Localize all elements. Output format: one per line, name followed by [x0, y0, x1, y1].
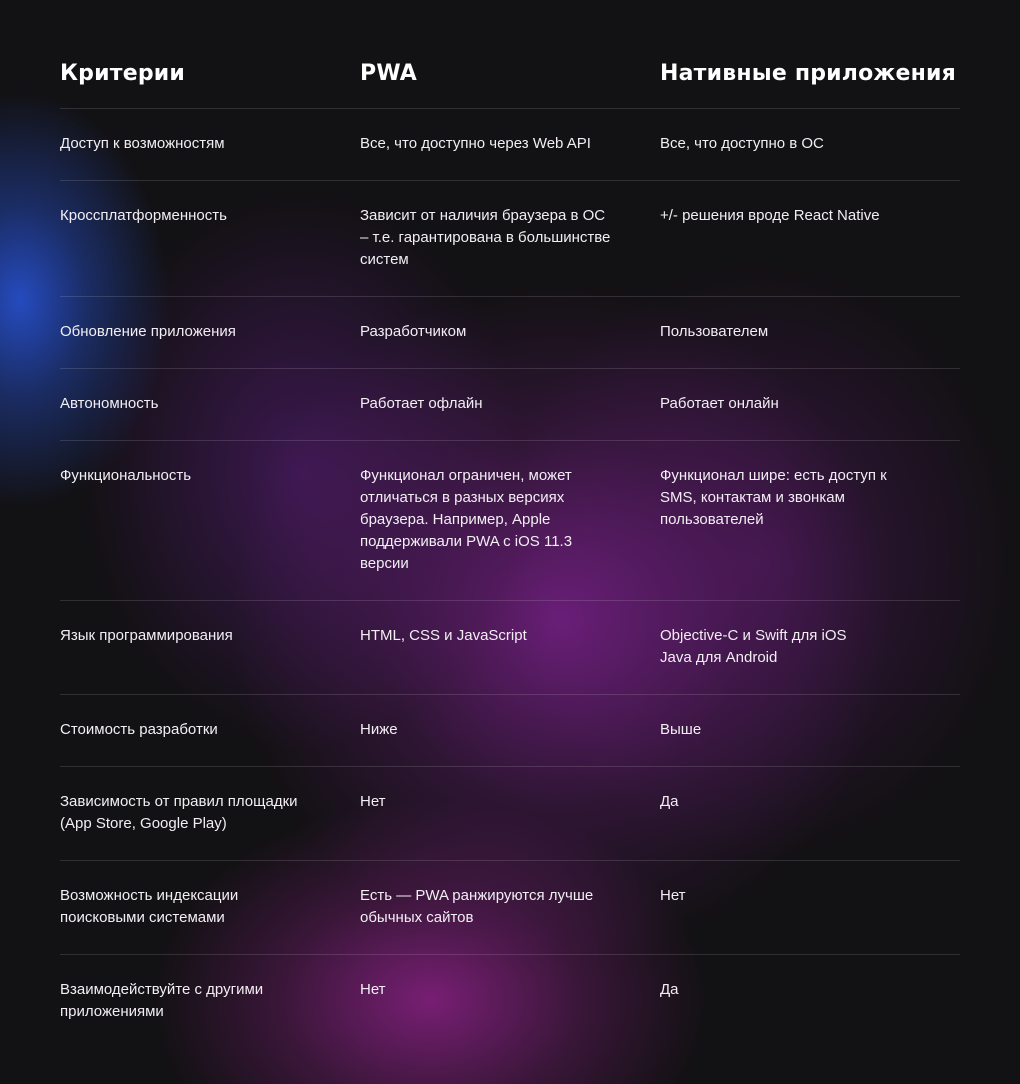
table-row [60, 441, 960, 601]
native-cell: Пользователем [660, 323, 769, 340]
native-cell: Работает онлайн [660, 395, 779, 412]
table-row [60, 861, 960, 955]
pwa-cell: Работает офлайн [360, 395, 483, 412]
table-row [60, 601, 960, 695]
native-cell: Выше [660, 721, 702, 738]
table-row [60, 695, 960, 767]
table-row [60, 767, 960, 861]
criterion-cell: Зависимость от правил площадки (App Store, Google Play) [60, 793, 298, 832]
table-row [60, 109, 960, 181]
criterion-cell: Язык программирования [60, 627, 233, 644]
pwa-cell: Нет [360, 981, 386, 998]
table-row [60, 181, 960, 297]
pwa-cell: Функционал ограничен, может отличаться в разных версиях браузера. Например, Apple поддерживали PWA с iOS 11.3 версии [360, 467, 573, 572]
table-row [60, 369, 960, 441]
criterion-cell: Кроссплатформенность [60, 207, 227, 224]
criterion-cell: Возможность индексации поисковыми системами [60, 887, 239, 926]
criterion-cell: Доступ к возможностям [60, 135, 225, 152]
pwa-cell: Есть — PWA ранжируются лучше обычных сайтов [360, 887, 594, 926]
table-row [60, 955, 960, 1049]
comparison-table [60, 40, 960, 1049]
criterion-cell: Функциональность [60, 467, 192, 484]
native-cell: Да [660, 793, 679, 810]
native-cell: Нет [660, 887, 686, 904]
criterion-cell: Автономность [60, 395, 159, 412]
header-pwa: PWA [360, 61, 418, 86]
header-native: Нативные приложения [660, 61, 956, 86]
table-header-row [60, 40, 960, 109]
table-row [60, 297, 960, 369]
pwa-cell: Все, что доступно через Web API [360, 135, 591, 152]
criterion-cell: Стоимость разработки [60, 721, 218, 738]
native-cell: Objective-C и Swift для iOS Java для Android [660, 627, 847, 666]
pwa-cell: Зависит от наличия браузера в ОС – т.е. гарантирована в большинстве систем [360, 207, 611, 268]
native-cell: Все, что доступно в ОС [660, 135, 824, 152]
native-cell: Функционал шире: есть доступ к SMS, контактам и звонкам пользователей [660, 467, 887, 528]
native-cell: +/- решения вроде React Native [660, 207, 880, 224]
pwa-cell: Нет [360, 793, 386, 810]
criterion-cell: Обновление приложения [60, 323, 236, 340]
header-criteria: Критерии [60, 61, 185, 86]
criterion-cell: Взаимодействуйте с другими приложениями [60, 981, 264, 1020]
native-cell: Да [660, 981, 679, 998]
pwa-cell: Ниже [360, 721, 398, 738]
pwa-cell: HTML, CSS и JavaScript [360, 627, 527, 644]
pwa-cell: Разработчиком [360, 323, 467, 340]
